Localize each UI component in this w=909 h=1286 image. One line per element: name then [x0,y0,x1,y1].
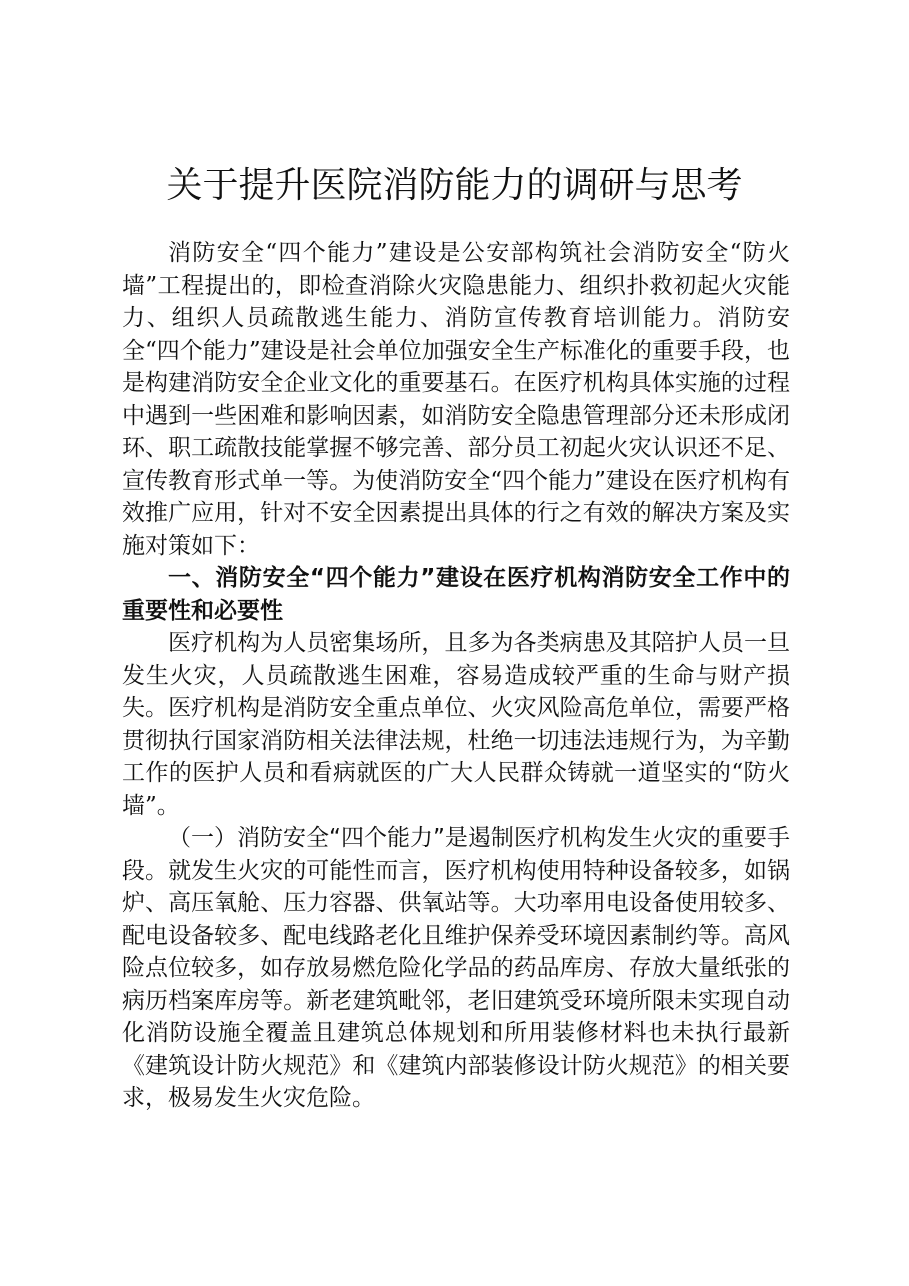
paragraph-intro: 消防安全“四个能力”建设是公安部构筑社会消防安全“防火墙”工程提出的，即检查消除火灾隐患能力、组织扑救初起火灾能力、组织人员疏散逃生能力、消防宣传教育培训能力。消防安全“四个能力”建设是社会单位加强安全生产标准化的重要手段，也是构建消防安全企业文化的重要基石。在医疗机构具体实施的过程中遇到一些困难和影响因素，如消防安全隐患管理部分还未形成闭环、职工疏散技能掌握不够完善、部分员工初起火灾认识还不足、宣传教育形式单一等。为使消防安全“四个能力”建设在医疗机构有效推广应用，针对不安全因素提出具体的行之有效的解决方案及实施对策如下： [122,240,790,559]
subsection-body-1: 就发生火灾的可能性而言，医疗机构使用特种设备较多，如锅炉、高压氧舱、压力容器、供氧站等。大功率用电设备使用较多、配电设备较多、配电线路老化且维护保养受环境因素制约等。高风险点位较多，如存放易燃危险化学品的药品库房、存放大量纸张的病历档案库房等。新老建筑毗邻，老旧建筑受环境所限未实现自动化消防设施全覆盖且建筑总体规划和所用装修材料也未执行最新《建筑设计防火规范》和《建筑内部装修设计防火规范》的相关要求，极易发生火灾危险。 [122,857,791,1111]
document-title: 关于提升医院消防能力的调研与思考 [166,165,743,206]
document-body [122,237,790,1115]
paragraph-subsection-1 [122,822,790,1115]
paragraph-section-1: 医疗机构为人员密集场所，且多为各类病患及其陪护人员一旦发生火灾，人员疏散逃生困难，容易造成较严重的生命与财产损失。医疗机构是消防安全重点单位、火灾风险高危单位，需要严格贯彻执行国家消防相关法律法规，杜绝一切违法违规行为，为辛勤工作的医护人员和看病就医的广大人民群众铸就一道坚实的“防火墙”。 [122,630,790,819]
subsection-heading-1: （一）消防安全“四个能力”是遏制医疗机构发生火灾的重要手段。 [122,825,790,884]
section-heading-1: 一、消防安全“四个能力”建设在医疗机构消防安全工作中的重要性和必要性 [122,565,790,624]
